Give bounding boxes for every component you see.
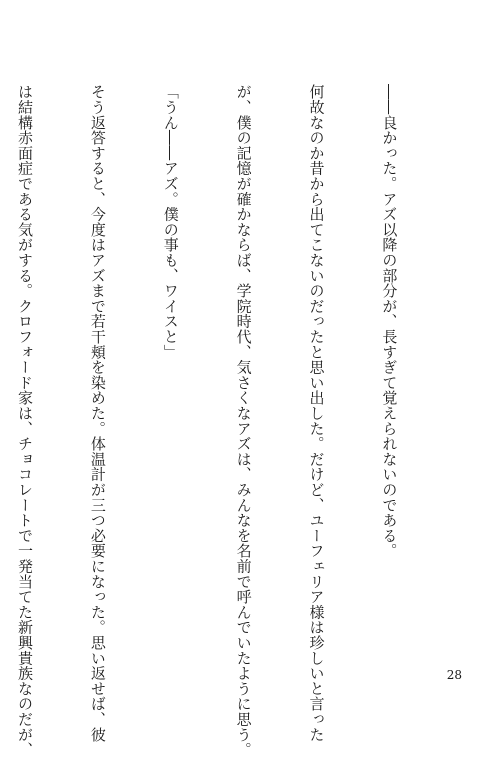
text-line: 何故なのか昔から出てこないのだったと思い出した。だけど、ユーフェリア様は珍しいと言った	[307, 84, 326, 742]
text-line: が、僕の記憶が確かならば、学院時代、気さくなアズは、みんなを名前で呼んでいたように思う。	[234, 84, 253, 757]
vertical-text-body	[0, 84, 450, 757]
text-line: は結構赤面症である気がする。クロフォード家は、チョコレートで一発当てた新興貴族なのだが、	[15, 84, 34, 757]
text-line: そう返答すると、今度はアズまで若干頬を染めた。体温計が三つ必要になった。思い返せば、彼	[88, 84, 107, 742]
text-line: ――良かった。アズ以降の部分が、長すぎて覚えられないのである。	[380, 84, 399, 559]
page-number: 28	[446, 668, 462, 682]
text-line: 「うん――アズ。僕の事も、ワイスと」	[161, 84, 180, 360]
